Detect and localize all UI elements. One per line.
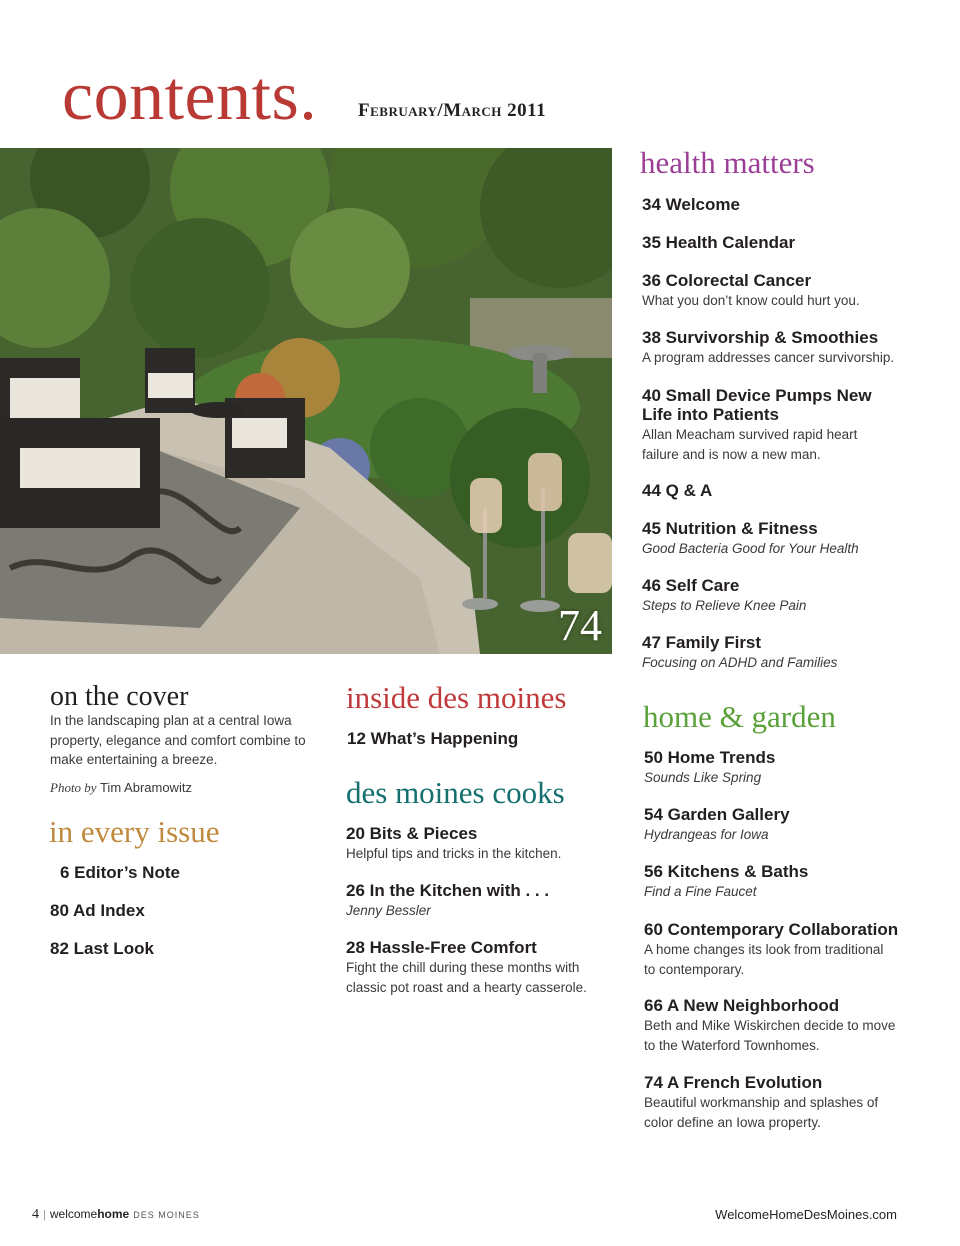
entry-description: Beth and Mike Wiskirchen decide to move to the Waterford Townhomes. bbox=[644, 1018, 896, 1053]
entry-title: 60 Contemporary Collaboration bbox=[644, 920, 899, 939]
entry-title: 40 Small Device Pumps New Life into Patients bbox=[642, 386, 872, 424]
page-title: contents. bbox=[62, 58, 318, 135]
entry-title: 80 Ad Index bbox=[50, 901, 145, 920]
toc-entry[interactable] bbox=[644, 996, 914, 1055]
entry-description: Hydrangeas for Iowa bbox=[644, 827, 769, 842]
entry-title: 47 Family First bbox=[642, 633, 762, 652]
toc-entry[interactable] bbox=[60, 863, 330, 882]
page-number: 4 bbox=[32, 1207, 39, 1222]
toc-entry[interactable] bbox=[642, 328, 912, 368]
entry-description: Find a Fine Faucet bbox=[644, 884, 757, 899]
brand-city: DES MOINES bbox=[133, 1210, 200, 1220]
toc-entry[interactable] bbox=[642, 271, 912, 311]
brand-welcome: welcome bbox=[49, 1207, 98, 1221]
section-heading-inside-des-moines: inside des moines bbox=[346, 680, 567, 715]
entry-title: 35 Health Calendar bbox=[642, 233, 796, 252]
entry-title: 82 Last Look bbox=[50, 939, 154, 958]
entry-description: A program addresses cancer survivorship. bbox=[642, 350, 895, 365]
toc-entry[interactable] bbox=[50, 939, 320, 958]
section-heading-on-the-cover: on the cover bbox=[50, 681, 189, 712]
cover-photo[interactable] bbox=[0, 148, 612, 654]
entry-title: 54 Garden Gallery bbox=[644, 805, 790, 824]
entry-title: 45 Nutrition & Fitness bbox=[642, 519, 818, 538]
toc-entry[interactable] bbox=[644, 920, 914, 979]
footer-url-link[interactable]: WelcomeHomeDesMoines.com bbox=[715, 1207, 897, 1222]
entry-title: 28 Hassle-Free Comfort bbox=[346, 938, 537, 957]
entry-title: 50 Home Trends bbox=[644, 748, 776, 767]
section-heading-des-moines-cooks: des moines cooks bbox=[346, 775, 565, 810]
photo-credit-label: Photo by bbox=[50, 780, 97, 795]
footer-brand: 4 | welcomehome DES MOINES bbox=[32, 1207, 200, 1222]
toc-entry[interactable] bbox=[642, 519, 912, 559]
section-heading-home-garden: home & garden bbox=[643, 699, 836, 734]
toc-entry[interactable] bbox=[644, 748, 914, 788]
entry-title: 66 A New Neighborhood bbox=[644, 996, 840, 1015]
entry-description: A home changes its look from traditional to contemporary. bbox=[644, 942, 884, 977]
entry-title: 46 Self Care bbox=[642, 576, 740, 595]
toc-entry[interactable] bbox=[346, 824, 616, 864]
section-heading-health-matters: health matters bbox=[640, 145, 815, 180]
brand-home: home bbox=[97, 1207, 130, 1221]
toc-entry[interactable] bbox=[50, 901, 320, 920]
entry-title: 38 Survivorship & Smoothies bbox=[642, 328, 879, 347]
entry-title: 74 A French Evolution bbox=[644, 1073, 823, 1092]
issue-date: February/March 2011 bbox=[358, 100, 547, 121]
entry-title: 56 Kitchens & Baths bbox=[644, 862, 809, 881]
entry-title: 26 In the Kitchen with . . . bbox=[346, 881, 550, 900]
entry-description: Allan Meacham survived rapid heart failure and is now a new man. bbox=[642, 427, 858, 462]
toc-entry[interactable] bbox=[642, 633, 912, 673]
entry-title: 34 Welcome bbox=[642, 195, 740, 214]
toc-entry[interactable] bbox=[346, 938, 608, 997]
entry-title: 44 Q & A bbox=[642, 481, 713, 500]
toc-entry[interactable] bbox=[642, 576, 912, 616]
entry-description: What you don’t know could hurt you. bbox=[642, 293, 860, 308]
entry-description: Sounds Like Spring bbox=[644, 770, 762, 785]
entry-description: Jenny Bessler bbox=[346, 903, 431, 918]
toc-entry[interactable] bbox=[346, 881, 616, 921]
toc-entry[interactable] bbox=[642, 233, 912, 252]
entry-description: Helpful tips and tricks in the kitchen. bbox=[346, 846, 562, 861]
toc-entry[interactable] bbox=[644, 1073, 914, 1132]
entry-description: Beautiful workmanship and splashes of color define an Iowa property. bbox=[644, 1095, 879, 1130]
entry-description: Steps to Relieve Knee Pain bbox=[642, 598, 807, 613]
entry-description: Fight the chill during these months with classic pot roast and a hearty casserole. bbox=[346, 960, 587, 995]
toc-entry[interactable] bbox=[644, 862, 914, 902]
garden-patio-illustration bbox=[0, 148, 612, 654]
entry-title: 6 Editor’s Note bbox=[60, 863, 180, 882]
cover-description: In the landscaping plan at a central Iowa property, elegance and comfort combine to make entertaining a breeze. bbox=[50, 713, 306, 767]
toc-entry[interactable] bbox=[642, 481, 912, 500]
cover-page-number: 74 bbox=[558, 601, 602, 650]
toc-entry[interactable] bbox=[347, 729, 617, 748]
toc-entry[interactable] bbox=[644, 805, 914, 845]
section-heading-in-every-issue: in every issue bbox=[49, 814, 220, 849]
entry-description: Focusing on ADHD and Families bbox=[642, 655, 838, 670]
photo-credit-name: Tim Abramowitz bbox=[99, 780, 192, 795]
toc-entry[interactable] bbox=[642, 195, 912, 214]
entry-title: 36 Colorectal Cancer bbox=[642, 271, 812, 290]
photo-credit bbox=[50, 780, 192, 796]
entry-title: 12 What’s Happening bbox=[347, 729, 519, 748]
entry-title: 20 Bits & Pieces bbox=[346, 824, 478, 843]
entry-description: Good Bacteria Good for Your Health bbox=[642, 541, 859, 556]
toc-entry[interactable] bbox=[642, 386, 882, 464]
